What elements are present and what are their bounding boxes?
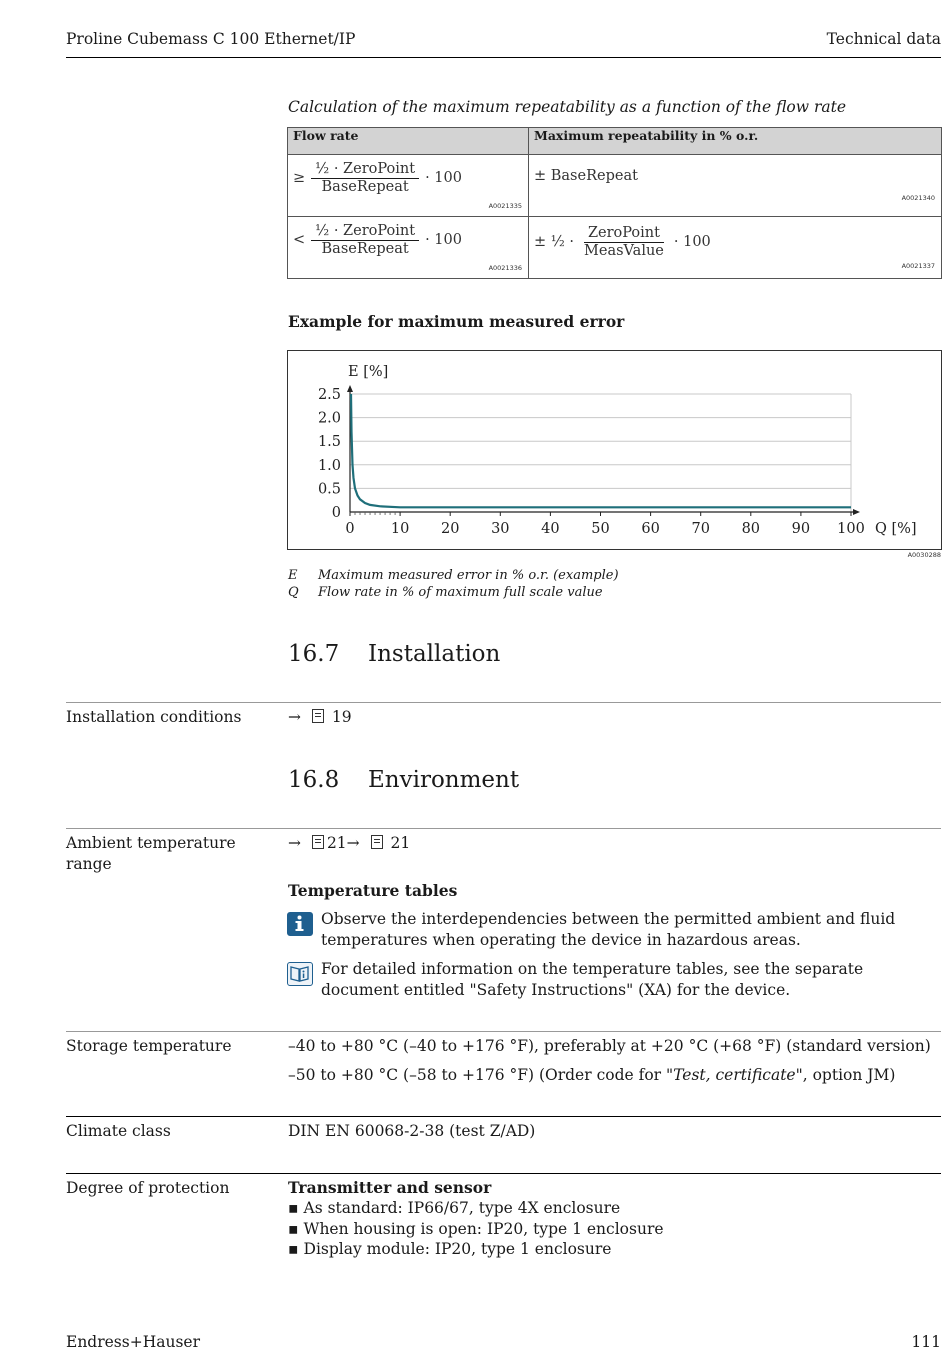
- repeatability-cell: ± ½ · $\frac{\text{ZeroPoint}}{\text{MeasValue}}$ · 100 A0021337: [529, 217, 942, 279]
- info-icon: [287, 912, 313, 936]
- x-tick-label: 70: [691, 521, 710, 537]
- x-tick-label: 60: [641, 521, 660, 537]
- storage-temperature-line2: –50 to +80 °C (–58 to +176 °F) (Order code for "Test, certificate", option JM): [288, 1066, 896, 1084]
- row-divider: [66, 1031, 941, 1032]
- header-rule: [66, 57, 941, 58]
- x-tick-label: 0: [345, 521, 355, 537]
- legend-key: E: [288, 568, 298, 583]
- x-tick-label: 10: [390, 521, 410, 537]
- fraction: $\frac{\text{ZeroPoint}}{\text{MeasValue}}$: [584, 225, 664, 259]
- legend-key: Q: [288, 585, 299, 600]
- installation-conditions-label: Installation conditions: [66, 708, 242, 726]
- arrow-icon: →: [288, 834, 301, 852]
- x-tick-label: 30: [491, 521, 510, 537]
- chart-frame: [287, 350, 942, 550]
- degree-of-protection-label: Degree of protection: [66, 1179, 230, 1197]
- x-tick-label: 20: [440, 521, 460, 537]
- temperature-tables-heading: Temperature tables: [288, 881, 458, 900]
- page-icon: [312, 835, 324, 849]
- y-axis-label: E [%]: [348, 364, 389, 380]
- y-axis-arrow: [347, 385, 353, 392]
- document-reference-icon: [287, 962, 313, 986]
- y-tick-label: 1.0: [317, 457, 341, 474]
- y-tick-label: 2.5: [317, 387, 341, 403]
- example-heading: Example for maximum measured error: [288, 312, 625, 331]
- legend-text: Flow rate in % of maximum full scale value: [318, 585, 603, 600]
- table-caption: Calculation of the maximum repeatability as a function of the flow rate: [288, 98, 847, 116]
- x-tick-label: 90: [791, 521, 811, 537]
- row-divider: [66, 1173, 941, 1174]
- storage-temperature-label: Storage temperature: [66, 1037, 232, 1055]
- section-number: 16.8: [288, 767, 340, 793]
- list-item: ▪ Display module: IP20, type 1 enclosure: [288, 1239, 664, 1260]
- section-number: 16.7: [288, 641, 340, 667]
- page-icon: [312, 709, 324, 723]
- fraction: $\frac{\text{½ · ZeroPoint}}{\text{BaseRepeat}}$: [311, 161, 419, 195]
- page-icon: [371, 835, 383, 849]
- installation-conditions-ref[interactable]: [288, 707, 352, 728]
- x-axis-label: Q [%]: [875, 521, 917, 537]
- info-note: Observe the interdependencies between the permitted ambient and fluid temperatures when operating the device in hazardous areas.: [321, 910, 896, 949]
- chart-legend: [288, 567, 619, 601]
- page-number: 111: [911, 1333, 941, 1351]
- protection-heading: Transmitter and sensor: [288, 1178, 492, 1197]
- running-header-section: Technical data: [826, 30, 941, 48]
- protection-list: [288, 1198, 664, 1260]
- x-tick-label: 80: [741, 521, 761, 537]
- x-tick-label: 100: [837, 521, 865, 537]
- ambient-temperature-label: Ambient temperature range: [66, 834, 236, 873]
- error-curve: [351, 394, 851, 507]
- flow-rate-cell: < $\frac{\text{½ · ZeroPoint}}{\text{BaseRepeat}}$ · 100 A0021336: [288, 217, 529, 279]
- section-title: Environment: [368, 767, 520, 793]
- page-ref: 21: [390, 834, 411, 852]
- y-tick-label: 0: [331, 505, 341, 521]
- row-divider: [66, 1116, 941, 1117]
- list-item: ▪ As standard: IP66/67, type 4X enclosure: [288, 1198, 664, 1219]
- arrow-icon: →: [288, 708, 301, 726]
- list-item: ▪ When housing is open: IP20, type 1 enclosure: [288, 1219, 664, 1240]
- formula-id: A0021337: [901, 262, 935, 270]
- error-chart: [288, 351, 941, 549]
- formula-id: A0021336: [488, 264, 522, 272]
- page-ref: 19: [331, 708, 352, 726]
- climate-class-value: DIN EN 60068-2-38 (test Z/AD): [288, 1122, 536, 1140]
- legend-text: Maximum measured error in % o.r. (example): [318, 568, 619, 583]
- formula-id: A0021340: [901, 194, 935, 202]
- repeatability-table: [287, 127, 942, 279]
- climate-class-label: Climate class: [66, 1122, 171, 1140]
- document-note: For detailed information on the temperature tables, see the separate document entitled "Safety Instructions" (XA) for the device.: [321, 960, 864, 999]
- table-header-max-repeatability: Maximum repeatability in % o.r.: [529, 128, 942, 155]
- operator: <: [293, 232, 306, 249]
- operator: ≥: [293, 170, 306, 187]
- fraction: $\frac{\text{½ · ZeroPoint}}{\text{BaseRepeat}}$: [311, 223, 419, 257]
- x-tick-label: 40: [541, 521, 560, 537]
- y-tick-label: 0.5: [317, 481, 341, 498]
- repeatability-cell: [529, 155, 942, 217]
- table-header-flow-rate: Flow rate: [288, 128, 529, 155]
- y-tick-label: 1.5: [317, 434, 341, 451]
- flow-rate-cell: ≥ $\frac{\text{½ · ZeroPoint}}{\text{BaseRepeat}}$ · 100 A0021335: [288, 155, 529, 217]
- table-row: [288, 217, 942, 279]
- arrow-icon: →: [346, 834, 360, 852]
- running-header-title: Proline Cubemass C 100 Ethernet/IP: [66, 30, 356, 48]
- x-tick-label: 50: [591, 521, 610, 537]
- page-ref: 21: [326, 834, 347, 852]
- y-tick-label: 2.0: [317, 410, 341, 427]
- repeatability-formula: ± BaseRepeat: [534, 168, 638, 184]
- figure-id: A0030288: [907, 551, 941, 559]
- footer-brand: Endress+Hauser: [66, 1333, 200, 1351]
- row-divider: [66, 828, 941, 829]
- row-divider: [66, 702, 941, 703]
- x-axis-arrow: [853, 509, 860, 515]
- storage-temperature-line1: –40 to +80 °C (–40 to +176 °F), preferably at +20 °C (+68 °F) (standard version): [288, 1037, 931, 1055]
- ambient-temperature-ref[interactable]: [288, 833, 410, 854]
- section-title: Installation: [368, 641, 501, 667]
- table-row: [288, 155, 942, 217]
- formula-id: A0021335: [488, 202, 522, 210]
